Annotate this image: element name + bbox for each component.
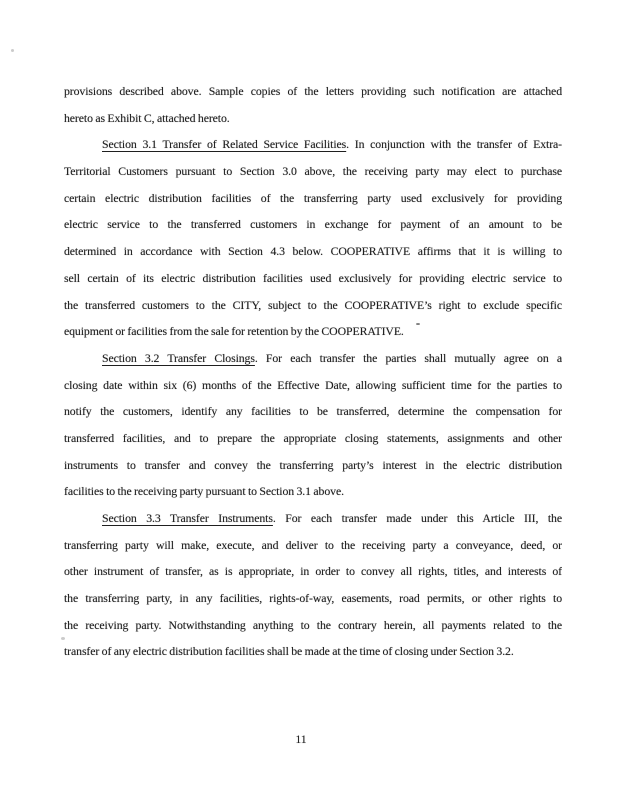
paragraph bbox=[64, 345, 562, 505]
text-line: the transferring party, in any facilities, rights-of-way, easements, road permits, or other rights to bbox=[64, 591, 562, 606]
text-line: equipment or facilities from the sale for retention by the COOPERATIVE. bbox=[64, 324, 404, 339]
text-line: instruments to transfer and convey the transferring party’s interest in the electric distribution bbox=[64, 457, 562, 472]
paragraph bbox=[64, 78, 562, 131]
paragraph bbox=[64, 131, 562, 345]
text-line: transferring party will make, execute, and deliver to the receiving party a conveyance, deed, or bbox=[64, 537, 562, 552]
section-heading: Section 3.3 Transfer Instruments bbox=[102, 511, 273, 525]
text-line: Section 3.1 Transfer of Related Service Facilities. In conjunction with the transfer of Extra- bbox=[102, 137, 562, 152]
text-line: Section 3.3 Transfer Instruments. For each transfer made under this Article III, the bbox=[102, 511, 562, 525]
text-line: Section 3.2 Transfer Closings. For each transfer the parties shall mutually agree on a bbox=[102, 350, 562, 365]
text-line: transferred facilities, and to prepare the appropriate closing statements, assignments and other bbox=[64, 430, 562, 445]
text-line: other instrument of transfer, as is appropriate, in order to convey all rights, titles, and interests of bbox=[64, 564, 562, 579]
text-line: the receiving party. Notwithstanding anything to the contrary herein, all payments related to the bbox=[64, 617, 562, 632]
text-line: electric service to the transferred customers in exchange for payment of an amount to be bbox=[64, 217, 562, 232]
section-heading: Section 3.2 Transfer Closings bbox=[102, 350, 255, 365]
paragraph bbox=[64, 505, 562, 665]
text-line: sell certain of its electric distribution facilities used exclusively for providing electric service to bbox=[64, 270, 562, 285]
text-line: provisions described above. Sample copies of the letters providing such notification are attached bbox=[64, 84, 562, 98]
page-number: 11 bbox=[295, 732, 307, 746]
document-text bbox=[64, 78, 562, 665]
text-line: determined in accordance with Section 4.3 below. COOPERATIVE affirms that it is willing to bbox=[64, 244, 562, 259]
text-line: transfer of any electric distribution facilities shall be made at the time of closing under Section 3.2. bbox=[64, 644, 514, 659]
text-line: certain electric distribution facilities of the transferring party used exclusively for providing bbox=[64, 190, 562, 205]
text-line: hereto as Exhibit C, attached hereto. bbox=[64, 110, 230, 125]
text-line: notify the customers, identify any facilities to be transferred, determine the compensation for bbox=[64, 404, 562, 419]
section-heading: Section 3.1 Transfer of Related Service Facilities bbox=[102, 137, 347, 152]
text-line: closing date within six (6) months of the Effective Date, allowing sufficient time for the parties to bbox=[64, 377, 562, 392]
scan-speck bbox=[11, 49, 14, 52]
text-line: Territorial Customers pursuant to Section 3.0 above, the receiving party may elect to purchase bbox=[64, 164, 562, 179]
text-line: facilities to the receiving party pursuant to Section 3.1 above. bbox=[64, 484, 344, 499]
text-line: the transferred customers to the CITY, subject to the COOPERATIVE’s right to exclude specific bbox=[64, 297, 562, 312]
